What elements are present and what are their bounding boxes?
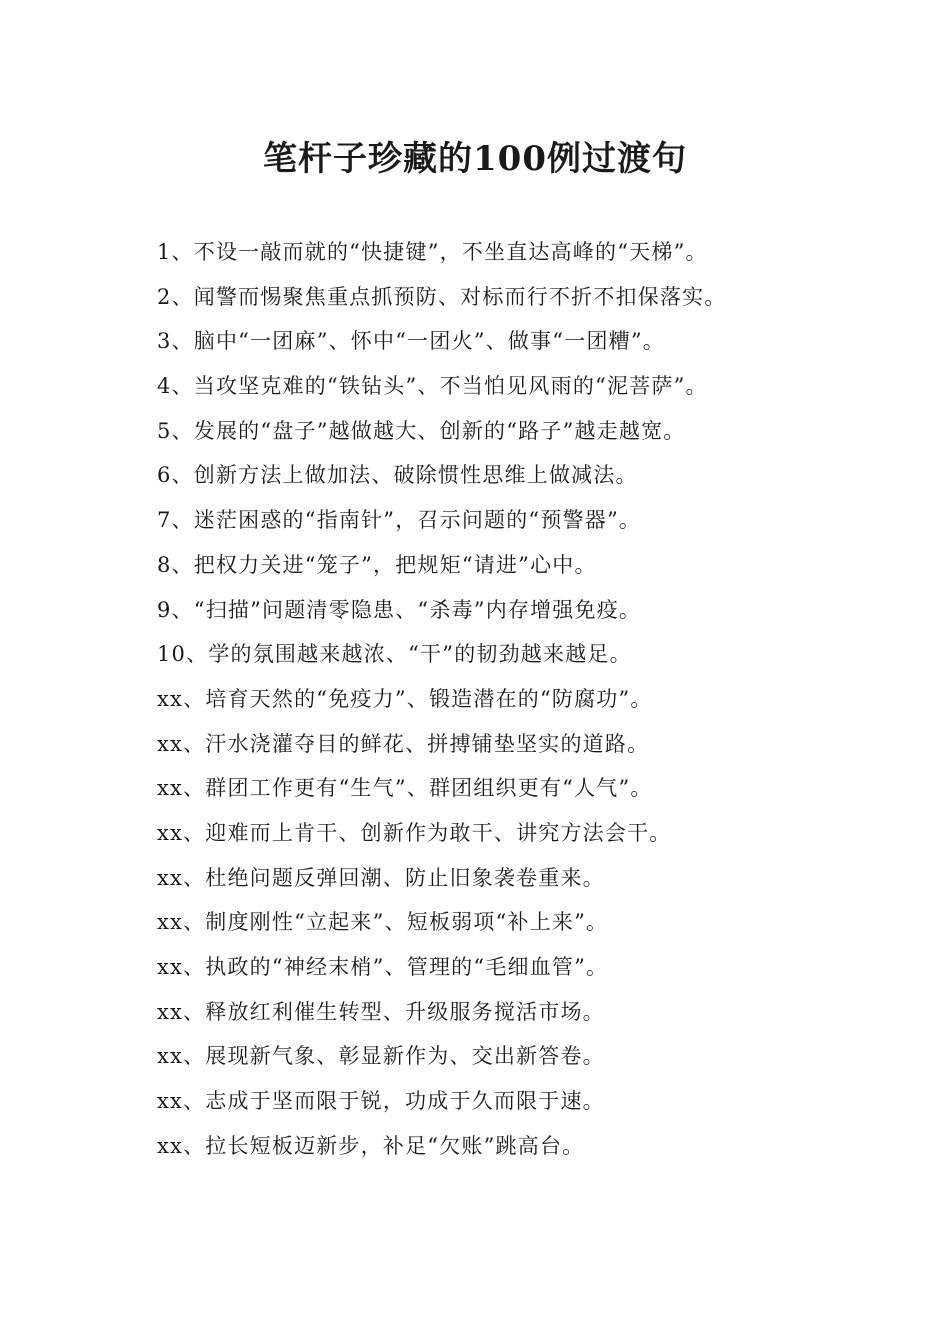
list-item: 1、不设一敲而就的“快捷键”，不坐直达高峰的“天梯”。 bbox=[157, 240, 708, 264]
list-item: xx、群团工作更有“生气”、群团组织更有“人气”。 bbox=[157, 776, 653, 801]
list-item: xx、释放红利催生转型、升级服务搅活市场。 bbox=[157, 999, 605, 1024]
list-item: 6、创新方法上做加法、破除惯性思维上做减法。 bbox=[157, 463, 638, 488]
document-title: 笔杆子珍藏的100例过渡句 bbox=[263, 139, 687, 179]
list-item: xx、志成于坚而限于锐，功成于久而限于速。 bbox=[157, 1089, 605, 1114]
sentence-list bbox=[157, 230, 937, 1168]
list-item: 9、“扫描”问题清零隐患、“杀毒”内存增强免疫。 bbox=[157, 597, 642, 622]
list-item: 4、当攻坚克难的“铁钻头”、不当怕见风雨的“泥菩萨”。 bbox=[157, 374, 708, 399]
list-item: 7、迷茫困惑的“指南针”，召示问题的“预警器”。 bbox=[157, 508, 642, 533]
list-item: 5、发展的“盘子”越做越大、创新的“路子”越走越宽。 bbox=[157, 418, 686, 443]
list-item: 10、学的氛围越来越浓、“干”的韧劲越来越足。 bbox=[157, 642, 632, 667]
list-item: xx、汗水浇灌夺目的鲜花、拼搏铺垫坚实的道路。 bbox=[157, 731, 650, 756]
list-item: xx、拉长短板迈新步，补足“欠账”跳高台。 bbox=[157, 1133, 585, 1158]
list-item: xx、杜绝问题反弹回潮、防止旧象袭卷重来。 bbox=[157, 865, 605, 890]
list-item: xx、培育天然的“免疫力”、锻造潜在的“防腐功”。 bbox=[157, 686, 653, 711]
list-item: 3、脑中“一团麻”、怀中“一团火”、做事“一团糟”。 bbox=[157, 329, 665, 354]
list-item: xx、展现新气象、彰显新作为、交出新答卷。 bbox=[157, 1044, 605, 1069]
list-item: xx、执政的“神经末梢”、管理的“毛细血管”。 bbox=[157, 955, 609, 979]
list-item: xx、迎难而上肯干、创新作为敢干、讲究方法会干。 bbox=[157, 820, 672, 845]
list-item: 8、把权力关进“笼子”，把规矩“请进”心中。 bbox=[157, 552, 597, 577]
list-item: 2、闻警而惕聚焦重点抓预防、对标而行不折不扣保落实。 bbox=[157, 284, 727, 309]
list-item: xx、制度刚性“立起来”、短板弱项“补上来”。 bbox=[157, 910, 609, 935]
